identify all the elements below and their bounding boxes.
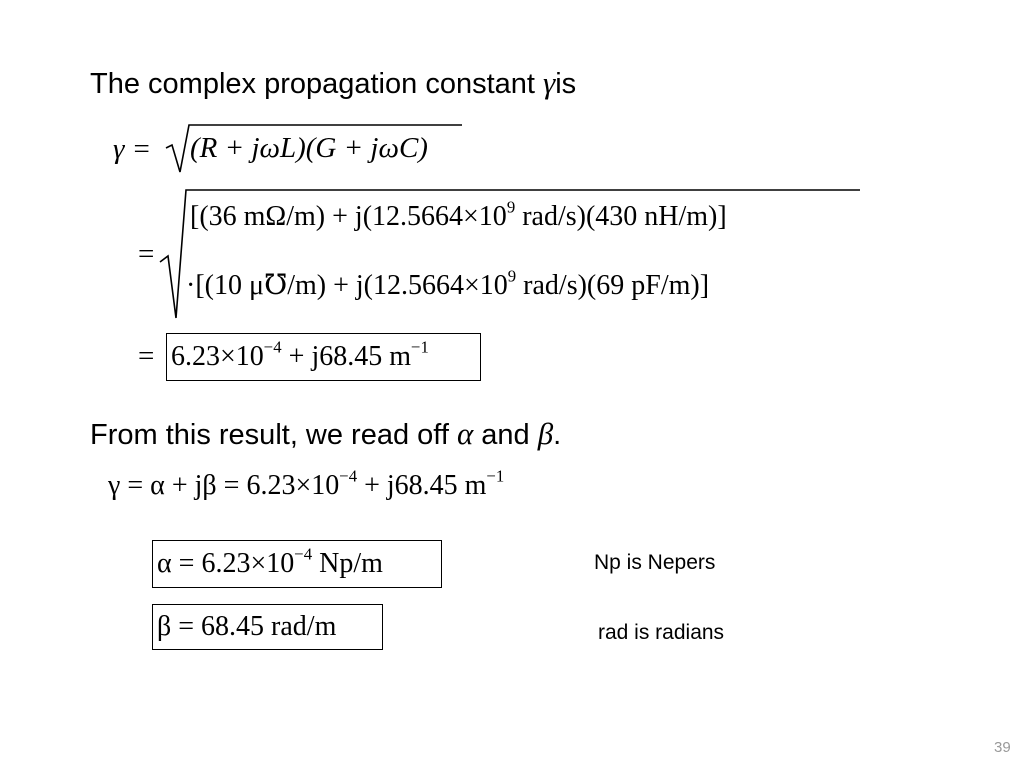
alpha-symbol: α	[456, 416, 474, 451]
heading-read-off: From this result, we read off α and β.	[90, 416, 562, 451]
heading-text: The complex propagation constant	[90, 68, 543, 100]
boxed-result-beta: β = 68.45 rad/m	[152, 604, 383, 650]
equation-lhs: γ =	[113, 133, 152, 165]
equation-gamma-alpha-beta: $\gamma = \alpha + j\beta = 6.23\times 10^{-4} + j68.45$ $m^{-1}$	[108, 466, 505, 501]
boxed-result-gamma: $6.23\times 10^{-4} + j68.45$ $m^{-1}$	[166, 333, 481, 381]
equation-line-impedance: [(36 $m\Omega/m) + j(12.5664\times 10^9$ rad/s)(430 nH/m)]	[190, 197, 727, 232]
heading-text-end: is	[555, 68, 577, 100]
equals-sign-2: =	[138, 340, 155, 372]
note-nepers: Np is Nepers	[594, 551, 716, 574]
page-number: 39	[994, 739, 1011, 756]
beta-symbol: β	[537, 416, 554, 451]
equals-sign: =	[138, 238, 155, 270]
gamma-symbol: γ	[543, 65, 556, 100]
boxed-result-alpha: $\alpha = 6.23\times 10^{-4}$ Np/m	[152, 540, 442, 588]
equation-line-admittance: ·[(10 μ℧/m) + $j(12.5664\times 10^9$ rad/s)(69 pF/m)]	[186, 266, 710, 301]
equation-rhs: (R + jωL)(G + jωC)	[190, 132, 428, 164]
note-radians: rad is radians	[598, 621, 725, 644]
